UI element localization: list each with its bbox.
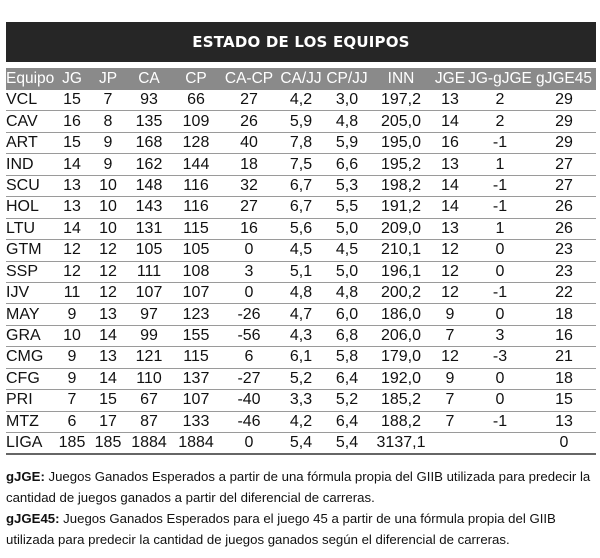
table-row — [6, 197, 596, 218]
stat-cell: 0 — [220, 240, 278, 261]
stat-cell: 1884 — [126, 433, 172, 455]
stat-cell: 109 — [172, 111, 220, 132]
stat-cell: -1 — [468, 411, 532, 432]
stat-cell: 66 — [172, 90, 220, 111]
stat-cell: 111 — [126, 261, 172, 282]
stat-cell: -3 — [468, 347, 532, 368]
table-row — [6, 240, 596, 261]
stat-cell: -1 — [468, 197, 532, 218]
stat-cell: 143 — [126, 197, 172, 218]
stat-cell: 7 — [432, 411, 468, 432]
stat-cell: 4,8 — [324, 282, 370, 303]
stat-cell: 0 — [468, 240, 532, 261]
stat-cell: 192,0 — [370, 368, 432, 389]
team-cell: IJV — [6, 282, 54, 303]
column-header: CP/JJ — [324, 68, 370, 90]
stat-cell: 5,0 — [324, 218, 370, 239]
team-cell: VCL — [6, 90, 54, 111]
stat-cell: 185 — [54, 433, 90, 455]
stat-cell: 17 — [90, 411, 126, 432]
team-cell: CMG — [6, 347, 54, 368]
stat-cell: 0 — [468, 390, 532, 411]
stat-cell: 14 — [432, 111, 468, 132]
stat-cell: 137 — [172, 368, 220, 389]
stat-cell: 4,2 — [278, 90, 324, 111]
stat-cell: 200,2 — [370, 282, 432, 303]
stat-cell: 27 — [532, 154, 596, 175]
stat-cell: 116 — [172, 175, 220, 196]
team-cell: MTZ — [6, 411, 54, 432]
stat-cell: 0 — [220, 433, 278, 455]
stat-cell: 188,2 — [370, 411, 432, 432]
stat-cell: 9 — [432, 304, 468, 325]
stat-cell: 1884 — [172, 433, 220, 455]
stat-cell: 6 — [54, 411, 90, 432]
stat-cell: 18 — [532, 304, 596, 325]
footnote-text: Juegos Ganados Esperados a partir de una fórmula propia del GIIB utilizada para predecir la cantidad de juegos ganados a partir del diferencial de carreras. — [6, 469, 591, 505]
stat-cell: -1 — [468, 282, 532, 303]
stat-cell: -1 — [468, 132, 532, 153]
stat-cell: 12 — [54, 240, 90, 261]
stat-cell: 15 — [90, 390, 126, 411]
stat-cell: 87 — [126, 411, 172, 432]
stat-cell: 133 — [172, 411, 220, 432]
stat-cell: 29 — [532, 111, 596, 132]
team-cell: LTU — [6, 218, 54, 239]
stat-cell: 26 — [220, 111, 278, 132]
stat-cell: 9 — [90, 154, 126, 175]
column-header: CA/JJ — [278, 68, 324, 90]
stat-cell: 2 — [468, 111, 532, 132]
stat-cell: 26 — [532, 218, 596, 239]
stat-cell: 1 — [468, 154, 532, 175]
table-row — [6, 132, 596, 153]
team-cell: PRI — [6, 390, 54, 411]
stat-cell: -26 — [220, 304, 278, 325]
stat-cell: 10 — [90, 197, 126, 218]
stat-cell: 13 — [54, 175, 90, 196]
stat-cell: 13 — [432, 218, 468, 239]
stat-cell: 7 — [54, 390, 90, 411]
stat-cell: 16 — [220, 218, 278, 239]
stat-cell: 4,2 — [278, 411, 324, 432]
stat-cell: 209,0 — [370, 218, 432, 239]
stat-cell: 185,2 — [370, 390, 432, 411]
stat-cell: 6,7 — [278, 197, 324, 218]
stat-cell: 6,1 — [278, 347, 324, 368]
stat-cell: 5,4 — [324, 433, 370, 455]
stat-cell: 12 — [432, 282, 468, 303]
table-title-bar — [6, 22, 596, 62]
stat-cell: 12 — [90, 240, 126, 261]
table-body — [6, 90, 596, 454]
stat-cell: 5,1 — [278, 261, 324, 282]
stat-cell: 14 — [54, 218, 90, 239]
stat-cell: 210,1 — [370, 240, 432, 261]
stat-cell: 12 — [90, 282, 126, 303]
stat-cell: 10 — [90, 175, 126, 196]
column-header: JG — [54, 68, 90, 90]
team-cell: CFG — [6, 368, 54, 389]
table-row — [6, 261, 596, 282]
stat-cell: 10 — [90, 218, 126, 239]
stat-cell: 12 — [432, 240, 468, 261]
stat-cell: 5,8 — [324, 347, 370, 368]
stat-cell: 107 — [172, 282, 220, 303]
stat-cell: 23 — [532, 240, 596, 261]
table-row — [6, 282, 596, 303]
stat-cell: 168 — [126, 132, 172, 153]
stat-cell: 107 — [172, 390, 220, 411]
stat-cell: 9 — [432, 368, 468, 389]
stat-cell: 15 — [54, 90, 90, 111]
column-header: Equipo — [6, 68, 54, 90]
stat-cell: 0 — [468, 304, 532, 325]
stat-cell: 5,4 — [278, 433, 324, 455]
standings-table — [6, 68, 596, 455]
stat-cell: 3,3 — [278, 390, 324, 411]
table-row — [6, 154, 596, 175]
footnote-term: gJGE: — [6, 469, 45, 484]
column-header: CP — [172, 68, 220, 90]
stat-cell: 5,9 — [324, 132, 370, 153]
stat-cell: 135 — [126, 111, 172, 132]
stat-cell: 3,0 — [324, 90, 370, 111]
stat-cell: 15 — [532, 390, 596, 411]
stat-cell: 5,2 — [278, 368, 324, 389]
stat-cell: 4,7 — [278, 304, 324, 325]
footnote-gjge45 — [6, 508, 594, 550]
stat-cell: 8 — [90, 111, 126, 132]
stat-cell: 16 — [54, 111, 90, 132]
stat-cell: 97 — [126, 304, 172, 325]
stat-cell: 9 — [54, 347, 90, 368]
stat-cell: -56 — [220, 325, 278, 346]
stat-cell: 0 — [468, 261, 532, 282]
stat-cell: 13 — [90, 347, 126, 368]
stat-cell: 5,9 — [278, 111, 324, 132]
stat-cell: 6,4 — [324, 368, 370, 389]
stat-cell: 13 — [54, 197, 90, 218]
team-cell: GTM — [6, 240, 54, 261]
stat-cell: 4,8 — [324, 111, 370, 132]
stat-cell: 7 — [432, 390, 468, 411]
stat-cell: 22 — [532, 282, 596, 303]
stat-cell: 9 — [54, 368, 90, 389]
stat-cell: 4,8 — [278, 282, 324, 303]
stat-cell: 9 — [90, 132, 126, 153]
column-header: gJGE45 — [532, 68, 596, 90]
stat-cell: 18 — [532, 368, 596, 389]
stat-cell: 6 — [220, 347, 278, 368]
stat-cell: 4,5 — [324, 240, 370, 261]
table-row — [6, 325, 596, 346]
table-row — [6, 218, 596, 239]
stat-cell: 115 — [172, 218, 220, 239]
stat-cell: 13 — [432, 90, 468, 111]
table-row — [6, 90, 596, 111]
stat-cell: 115 — [172, 347, 220, 368]
stat-cell: 16 — [532, 325, 596, 346]
column-header: JP — [90, 68, 126, 90]
stat-cell: 196,1 — [370, 261, 432, 282]
table-row — [6, 175, 596, 196]
stat-cell: 0 — [532, 433, 596, 455]
stat-cell: 6,0 — [324, 304, 370, 325]
stat-cell: 40 — [220, 132, 278, 153]
stat-cell: 14 — [90, 325, 126, 346]
stat-cell: 12 — [432, 261, 468, 282]
column-header: CA-CP — [220, 68, 278, 90]
stat-cell: -40 — [220, 390, 278, 411]
stat-cell: 4,5 — [278, 240, 324, 261]
table-row — [6, 433, 596, 455]
stat-cell: 144 — [172, 154, 220, 175]
stat-cell: 13 — [532, 411, 596, 432]
stat-cell: 123 — [172, 304, 220, 325]
stat-cell: 0 — [220, 282, 278, 303]
stat-cell: 105 — [172, 240, 220, 261]
stat-cell: 121 — [126, 347, 172, 368]
footnotes — [6, 466, 594, 550]
stat-cell: 5,6 — [278, 218, 324, 239]
stat-cell: 206,0 — [370, 325, 432, 346]
team-cell: MAY — [6, 304, 54, 325]
stat-cell: 179,0 — [370, 347, 432, 368]
stat-cell — [432, 433, 468, 455]
stat-cell: 197,2 — [370, 90, 432, 111]
table-row — [6, 368, 596, 389]
stat-cell: 12 — [432, 347, 468, 368]
team-cell: SCU — [6, 175, 54, 196]
table-row — [6, 390, 596, 411]
column-header: INN — [370, 68, 432, 90]
stat-cell: 3137,1 — [370, 433, 432, 455]
stat-cell: 116 — [172, 197, 220, 218]
stat-cell: 27 — [220, 90, 278, 111]
table-row — [6, 347, 596, 368]
team-cell: GRA — [6, 325, 54, 346]
stat-cell: 105 — [126, 240, 172, 261]
table-row — [6, 111, 596, 132]
team-cell: LIGA — [6, 433, 54, 455]
stat-cell: 6,8 — [324, 325, 370, 346]
stat-cell: 198,2 — [370, 175, 432, 196]
stat-cell: 205,0 — [370, 111, 432, 132]
stat-cell: 13 — [432, 154, 468, 175]
stat-cell: 107 — [126, 282, 172, 303]
stat-cell: 13 — [90, 304, 126, 325]
stat-cell: 2 — [468, 90, 532, 111]
stat-cell: 12 — [54, 261, 90, 282]
table-row — [6, 411, 596, 432]
stat-cell: 18 — [220, 154, 278, 175]
stat-cell: 5,3 — [324, 175, 370, 196]
stat-cell: 0 — [468, 368, 532, 389]
stat-cell: 11 — [54, 282, 90, 303]
table-header-row — [6, 68, 596, 90]
stat-cell: 108 — [172, 261, 220, 282]
stat-cell: 21 — [532, 347, 596, 368]
stat-cell: 26 — [532, 197, 596, 218]
stat-cell: 14 — [54, 154, 90, 175]
stat-cell: 93 — [126, 90, 172, 111]
stat-cell: 6,6 — [324, 154, 370, 175]
stat-cell: 191,2 — [370, 197, 432, 218]
stat-cell: 110 — [126, 368, 172, 389]
team-cell: ART — [6, 132, 54, 153]
stat-cell: 67 — [126, 390, 172, 411]
stat-cell: 186,0 — [370, 304, 432, 325]
stat-cell: 27 — [532, 175, 596, 196]
column-header: CA — [126, 68, 172, 90]
stat-cell: 14 — [432, 197, 468, 218]
table-row — [6, 304, 596, 325]
footnote-term: gJGE45: — [6, 511, 60, 526]
stat-cell: 99 — [126, 325, 172, 346]
stat-cell: 29 — [532, 90, 596, 111]
stat-cell: 7 — [90, 90, 126, 111]
stat-cell: 16 — [432, 132, 468, 153]
stat-cell: 6,7 — [278, 175, 324, 196]
stat-cell: 5,0 — [324, 261, 370, 282]
stat-cell: 5,2 — [324, 390, 370, 411]
stat-cell: -1 — [468, 175, 532, 196]
stat-cell: 4,3 — [278, 325, 324, 346]
stat-cell: 195,2 — [370, 154, 432, 175]
stat-cell: 1 — [468, 218, 532, 239]
footnote-gjge — [6, 466, 594, 508]
stat-cell: 3 — [220, 261, 278, 282]
table-title: ESTADO DE LOS EQUIPOS — [192, 33, 410, 51]
stat-cell: -46 — [220, 411, 278, 432]
stat-cell: 7,5 — [278, 154, 324, 175]
team-cell: SSP — [6, 261, 54, 282]
stat-cell: 14 — [432, 175, 468, 196]
stat-cell — [468, 433, 532, 455]
team-cell: HOL — [6, 197, 54, 218]
stat-cell: 155 — [172, 325, 220, 346]
stat-cell: 14 — [90, 368, 126, 389]
stat-cell: 148 — [126, 175, 172, 196]
column-header: JGE — [432, 68, 468, 90]
stat-cell: 7,8 — [278, 132, 324, 153]
stat-cell: 162 — [126, 154, 172, 175]
column-header: JG-gJGE — [468, 68, 532, 90]
stat-cell: 6,4 — [324, 411, 370, 432]
footnote-text: Juegos Ganados Esperados para el juego 45 a partir de una fórmula propia del GIIB utilizada para predecir la cantidad de juegos ganados según el diferencial de carreras. — [6, 511, 556, 547]
stat-cell: 195,0 — [370, 132, 432, 153]
stat-cell: 15 — [54, 132, 90, 153]
stat-cell: 5,5 — [324, 197, 370, 218]
stat-cell: 185 — [90, 433, 126, 455]
stat-cell: 7 — [432, 325, 468, 346]
stat-cell: 29 — [532, 132, 596, 153]
stat-cell: 10 — [54, 325, 90, 346]
team-cell: CAV — [6, 111, 54, 132]
stat-cell: 23 — [532, 261, 596, 282]
stat-cell: 131 — [126, 218, 172, 239]
stat-cell: 12 — [90, 261, 126, 282]
stat-cell: 9 — [54, 304, 90, 325]
stat-cell: 128 — [172, 132, 220, 153]
stat-cell: -27 — [220, 368, 278, 389]
stat-cell: 3 — [468, 325, 532, 346]
stat-cell: 32 — [220, 175, 278, 196]
team-cell: IND — [6, 154, 54, 175]
stat-cell: 27 — [220, 197, 278, 218]
